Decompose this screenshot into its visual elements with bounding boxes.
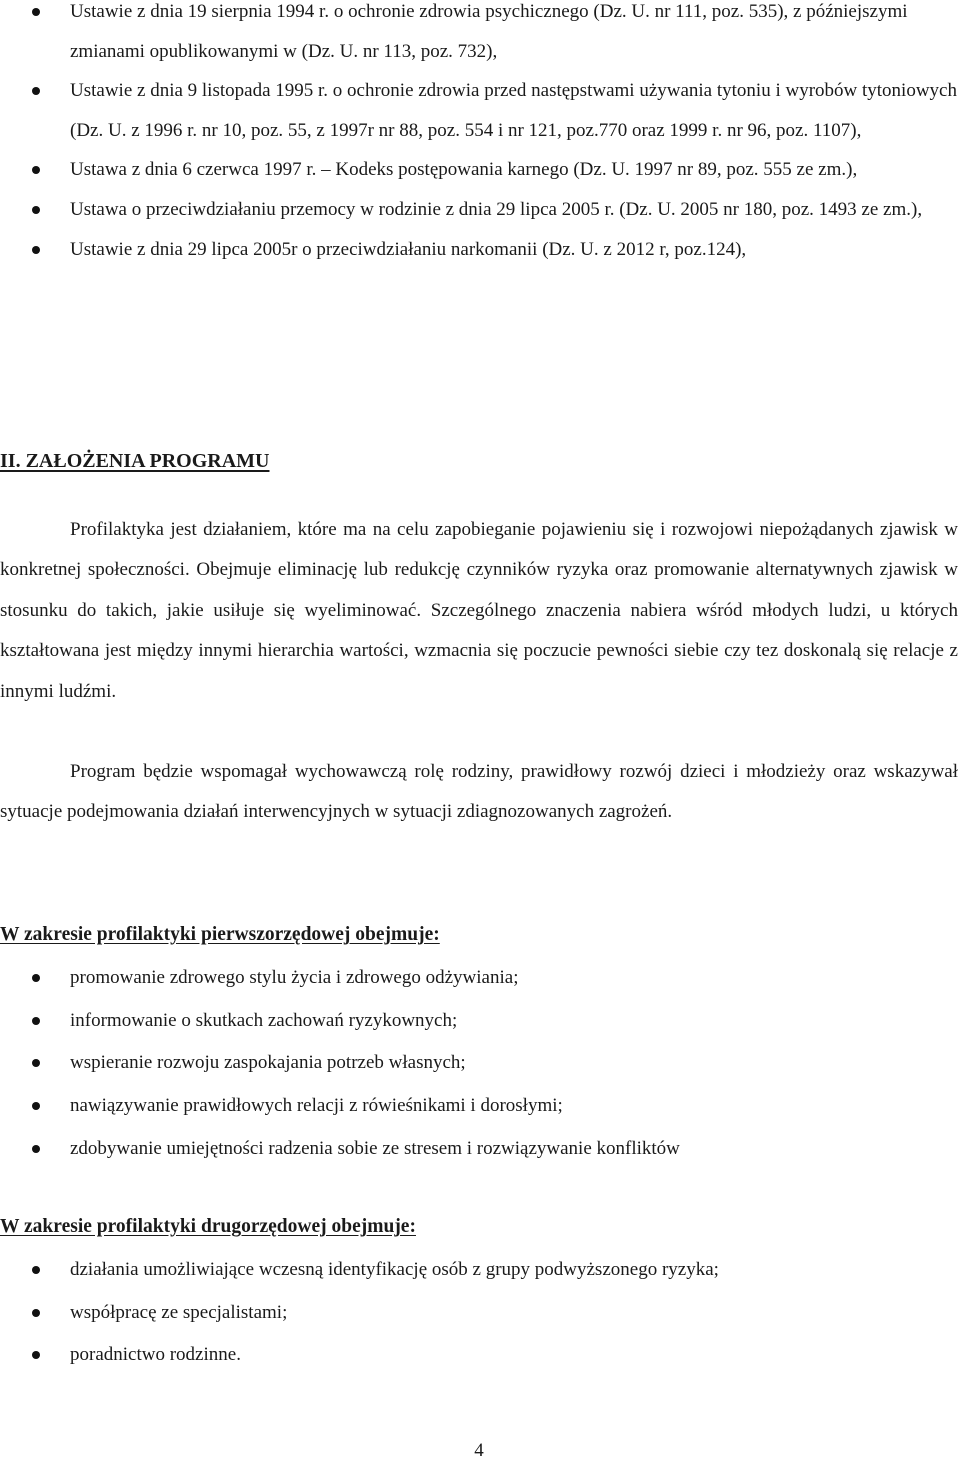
list-item [0, 957, 958, 1000]
list-item-text: wspieranie rozwoju zaspokajania potrzeb własnych; [70, 1052, 466, 1074]
list-item-text: Ustawie z dnia 9 listopada 1995 r. o ochronie zdrowia przed następstwami używania tytoniu i wyrobów tytoniowych (Dz. U. z 1996 r. nr 10, poz. 55, z 1997r nr 88, poz. 554 i nr 121, poz.770 oraz 1999 r. nr 96, poz. 1107), [70, 80, 957, 141]
secondary-prevention-heading: W zakresie profilaktyki drugorzędowej obejmuje: [0, 1216, 416, 1237]
paragraph: Program będzie wspomagał wychowawczą rolę rodziny, prawidłowy rozwój dzieci i młodzieży oraz wskazywał sytuacje podejmowania działań interwencyjnych w sytuacji zdiagnozowanych zagrożeń. [0, 761, 958, 823]
list-item [0, 1042, 958, 1085]
list-item-text: Ustawie z dnia 29 lipca 2005r o przeciwdziałaniu narkomanii (Dz. U. z 2012 r, poz.124), [70, 238, 747, 260]
list-item-text: poradnictwo rodzinne. [70, 1344, 241, 1366]
primary-prevention-heading: W zakresie profilaktyki pierwszorzędowej obejmuje: [0, 924, 440, 945]
list-item-text: nawiązywanie prawidłowych relacji z rówieśnikami i dorosłymi; [70, 1095, 563, 1117]
list-item [0, 1085, 958, 1128]
section-heading: II. ZAŁOŻENIA PROGRAMU [0, 450, 270, 472]
list-item [0, 230, 958, 270]
list-item [0, 1128, 958, 1171]
list-item [0, 190, 958, 230]
list-item-text: Ustawa z dnia 6 czerwca 1997 r. – Kodeks postępowania karnego (Dz. U. 1997 nr 89, poz. 555 ze zm.), [70, 159, 858, 181]
list-item-text: zdobywanie umiejętności radzenia sobie ze stresem i rozwiązywanie konfliktów [70, 1137, 680, 1159]
list-item-text: Ustawie z dnia 19 sierpnia 1994 r. o ochronie zdrowia psychicznego (Dz. U. nr 111, poz. 535), z późniejszymi zmianami opublikowanymi w (Dz. U. nr 113, poz. 732), [70, 1, 908, 62]
list-item [0, 0, 958, 71]
list-item [0, 1000, 958, 1043]
list-item [0, 1249, 958, 1292]
list-item [0, 1292, 958, 1335]
page-number: 4 [474, 1440, 484, 1461]
legal-acts-list [0, 0, 958, 269]
paragraph: Profilaktyka jest działaniem, które ma na celu zapobieganie pojawieniu się i rozwojowi niepożądanych zjawisk w konkretnej społeczności. Obejmuje eliminację lub redukcję czynników ryzyka oraz promowanie alternatywnych zjawisk w stosunku do takich, jakie usiłuje się wyeliminować. Szczególnego znaczenia nabiera wśród młodych ludzi, u których kształtowana jest między innymi hierarchia wartości, wzmacnia się poczucie pewności siebie czy tez doskonalą się relacje z innymi ludźmi. [0, 519, 958, 702]
list-item-text: działania umożliwiające wczesną identyfikację osób z grupy podwyższonego ryzyka; [70, 1259, 719, 1280]
list-item-text: promowanie zdrowego stylu życia i zdrowego odżywiania; [70, 967, 519, 988]
list-item [0, 1334, 958, 1377]
list-item [0, 150, 958, 190]
primary-prevention-list [0, 957, 958, 1171]
list-item-text: Ustawa o przeciwdziałaniu przemocy w rodzinie z dnia 29 lipca 2005 r. (Dz. U. 2005 nr 180, poz. 1493 ze zm.), [70, 198, 923, 220]
secondary-prevention-list [0, 1249, 958, 1377]
list-item [0, 71, 958, 150]
list-item-text: współpracę ze specjalistami; [70, 1301, 288, 1323]
list-item-text: informowanie o skutkach zachowań ryzykownych; [70, 1009, 458, 1031]
